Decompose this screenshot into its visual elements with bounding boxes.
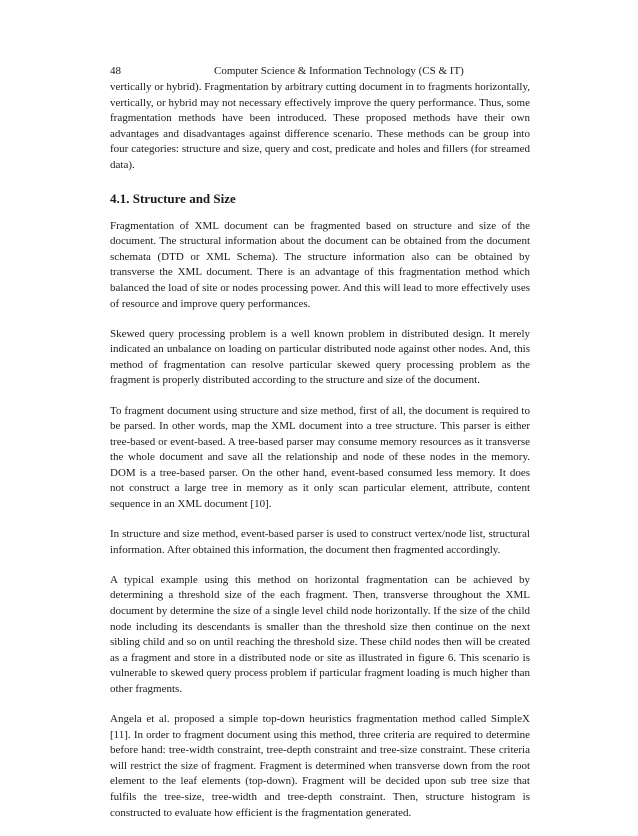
paragraph: Skewed query processing problem is a well known problem in distributed design. It merely indicated an unbalance on loading on particular distributed node against other nodes. And, this method of fragmentation can resolve particular skewed query processing problem as the fragment is properly distributed according to the structure and size of the document. [110, 327, 530, 387]
paragraph-continuation: vertically or hybrid). Fragmentation by arbitrary cutting document in to fragments horizontally, vertically, or hybrid may not necessary effectively improve the query performance. Thus, some fragmentation methods have been introduced. These proposed methods have their own advantages and disadvantages against difference scenario. These methods can be group into four categories: structure and size, query and cost, predicate and holes and fillers (for streamed data). [110, 81, 530, 171]
body-text [110, 80, 530, 836]
paragraph: In structure and size method, event-based parser is used to construct vertex/node list, structural information. After obtained this information, the document then fragmented accordingly. [110, 528, 530, 556]
paragraph: Angela et al. proposed a simple top-down heuristics fragmentation method called SimpleX [11]. In order to fragment document using this method, three criteria are required to determine before hand: tree-width constraint, tree-depth constraint and tree-size constraint. These criteria will restrict the size of fragment. Fragment is determined when transverse down from the root element to the leaf elements (top-down). Fragment will be decided upon sub tree size that fulfils the tree-size, tree-width and tree-depth constraint. Then, structure histogram is constructed to evaluate how efficient is the fragmentation generated. [110, 713, 530, 819]
section-heading: 4.1. Structure and Size [110, 190, 236, 206]
page-number: 48 [110, 65, 121, 77]
paragraph: A typical example using this method on horizontal fragmentation can be achieved by determining a threshold size of the each fragment. Then, transverse throughout the XML document by determine the size of a single level child node horizontally. If the size of the child node including its descendants is smaller than the threshold size then continue on the next sibling child and so on until reaching the threshold size. These child nodes then will be created as a fragment and store in a distributed node or site as illustrated in figure 6. This scenario is vulnerable to skewed query process problem if particular fragment loading is much higher than other fragments. [110, 573, 530, 695]
journal-title: Computer Science & Information Technology (CS & IT) [214, 65, 464, 77]
paragraph: To fragment document using structure and size method, first of all, the document is required to be parsed. In other words, map the XML document into a tree structure. This parser is either tree-based or event-based. A tree-based parser may consume memory resources as it transverse the whole document and save all the relationship and node of these nodes in the memory. DOM is a tree-based parser. On the other hand, event-based consumed less memory. It does not construct a large tree in memory as it only scan particular element, attribute, content sequence in an XML document [10]. [110, 404, 530, 511]
paragraph: Fragmentation of XML document can be fragmented based on structure and size of the document. The structural information about the document can be obtained from the document schemata (DTD or XML Schema). The structure information also can be obtained by transverse the XML document. There is an advantage of this fragmentation method which balanced the load of site or nodes processing power. And this will lead to more effectively uses of resource and improve query performances. [110, 219, 530, 310]
